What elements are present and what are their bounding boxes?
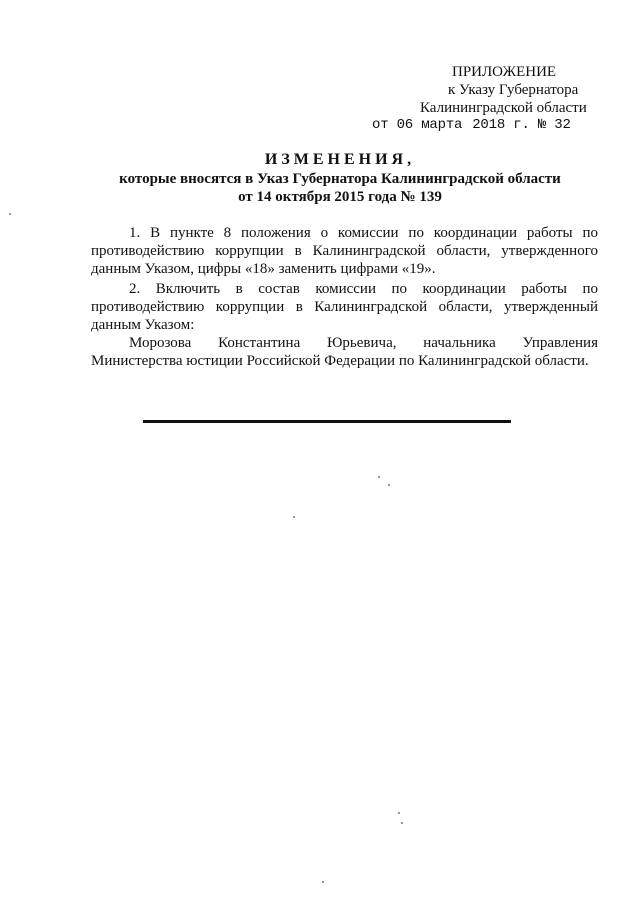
paragraph-2: 2. Включить в состав комиссии по координации работы по противодействию коррупции в Калининградской области, утвержденный данным Указом: [91,281,598,333]
paragraph-1: 1. В пункте 8 положения о комиссии по координации работы по противодействию коррупции в Калининградской области, утвержденного данным Указом, цифры «18» заменить цифрами «19». [91,225,598,277]
date-day: 06 [396,117,414,133]
document-subtitle-date: от 14 октября 2015 года № 139 [238,189,442,205]
date-prefix: от [372,117,389,133]
scan-speck [293,516,295,518]
appendix-date-line [372,117,571,134]
document-body [91,224,598,370]
scan-speck [9,213,11,215]
document-subtitle: которые вносятся в Указ Губернатора Калининградской области [119,171,561,187]
date-month: марта [421,117,463,133]
closing-rule [143,420,511,423]
scan-speck [388,484,390,486]
scan-speck [401,822,403,824]
scan-speck [378,476,380,478]
scan-speck [322,881,324,883]
appendix-title: ПРИЛОЖЕНИЕ [452,64,557,80]
paragraph-3-line-1: Морозова Константина Юрьевича, начальника Управления [129,335,598,351]
decree-number: № 32 [537,117,571,133]
document-title: ИЗМЕНЕНИЯ, [264,151,416,168]
date-year: 2018 г. [472,117,530,133]
paragraph-3-line-2: Министерства юстиции Российской Федерации по Калининградской области. [91,353,589,369]
appendix-decree-line: к Указу Губернатора [448,82,579,98]
appendix-region-line: Калининградской области [420,100,587,116]
scan-speck [398,812,400,814]
